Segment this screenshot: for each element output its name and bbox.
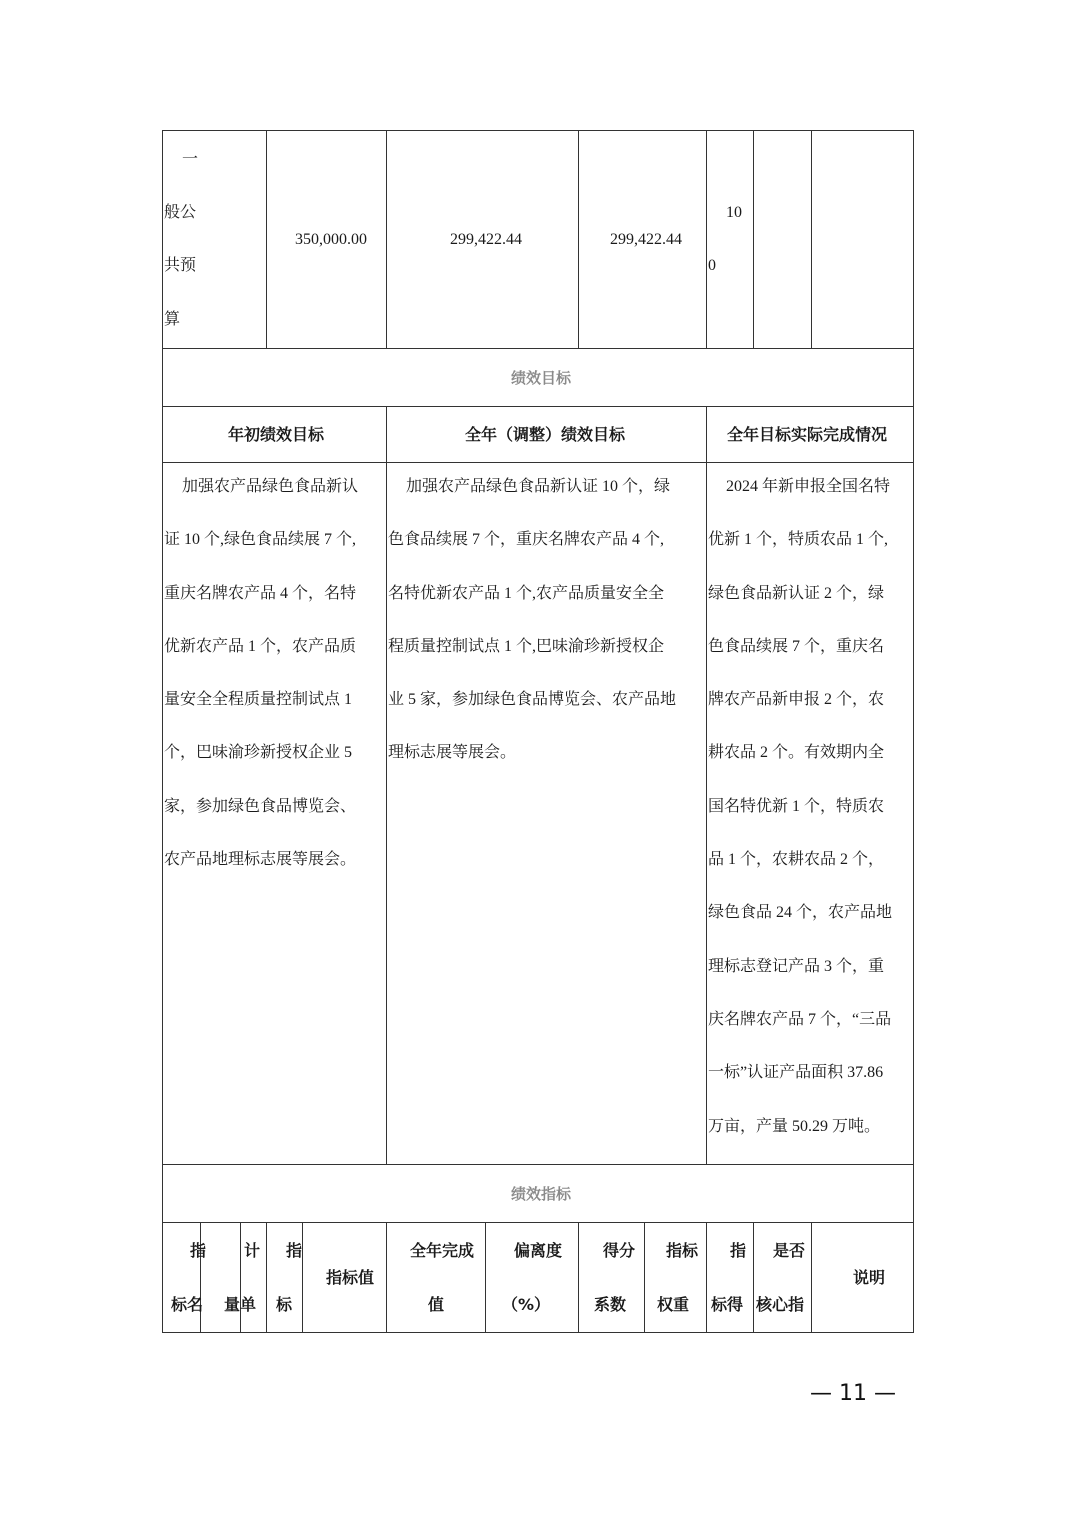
col-header-description: 说明 [853,1268,886,1287]
col-header-weight: 指标 [666,1241,699,1260]
text-line: 家，参加绿色食品博览会、 [164,797,357,815]
initial-goal-text [164,477,358,903]
row-divider-budget [162,348,914,349]
text-line: 理标志展等展会。 [388,744,517,762]
section-title-performance-indicators: 绩效指标 [511,1185,572,1203]
text-line: 绿色食品新认证 2 个，绿 [708,584,885,602]
col-line [706,406,707,1164]
col-line [386,1222,387,1332]
text-line: 色食品续展 7 个，重庆名 [708,637,885,655]
col-header-indicator-name: 标名 [171,1295,204,1314]
text-line: 优新农产品 1 个，农产品质 [164,637,357,655]
col-line [753,1222,754,1332]
col-line [302,1222,303,1332]
col-line [578,130,579,348]
text-line: 理标志登记产品 3 个，重 [708,957,885,975]
row-divider-goals-title [162,406,914,407]
text-line: 名特优新农产品 1 个,农产品质量安全全 [388,584,665,602]
col-header-score-coefficient: 系数 [594,1295,627,1314]
text-line: 品 1 个，农耕农品 2 个， [708,851,885,869]
col-line [240,1222,241,1332]
row-divider-goals-header [162,462,914,463]
col-header-indicator-score: 指 [730,1241,747,1260]
col-header-indicator-type: 指 [286,1241,303,1260]
adjusted-budget-value: 299,422.44 [450,231,522,248]
text-line: 程质量控制试点 1 个,巴味渝珍新授权企 [388,637,665,655]
text-line: 量安全全程质量控制试点 1 [164,691,353,709]
text-line: 优新 1 个，特质农品 1 个, [708,531,889,549]
text-line: 2024 年新申报全国名特 [726,478,891,495]
col-header-weight: 权重 [657,1295,690,1314]
text-line: 绿色食品 24 个，农产品地 [708,904,893,922]
col-header-annual-completion: 值 [428,1295,445,1314]
col-line [200,1222,201,1332]
execution-rate-line: 0 [708,257,716,274]
col-header-is-core: 核心指 [756,1295,805,1314]
text-line: 加强农产品绿色食品新认 [182,478,359,495]
col-header-deviation: （%） [502,1295,551,1314]
row-divider-indicators-title [162,1222,914,1223]
col-line [266,1222,267,1332]
header-initial-goal: 年初绩效目标 [228,425,325,444]
col-line [386,130,387,348]
text-line: 耕农品 2 个。有效期内全 [708,744,885,762]
table-border-bottom [162,1332,914,1333]
col-line [753,130,754,348]
header-actual-completion: 全年目标实际完成情况 [727,425,888,444]
section-title-performance-goals: 绩效目标 [511,369,572,387]
col-header-indicator-name: 指 [190,1241,207,1260]
actual-completion-text [708,477,892,1170]
col-line [644,1222,645,1332]
col-line [811,1222,812,1332]
col-line [485,1222,486,1332]
text-line: 色食品续展 7 个，重庆名牌农产品 4 个, [388,531,665,549]
col-line [578,1222,579,1332]
text-line: 加强农产品绿色食品新认证 10 个，绿 [406,478,671,495]
text-line: 牌农产品新申报 2 个，农 [708,691,885,709]
col-header-unit: 量单 [224,1295,257,1314]
fund-type-line: 般公 [164,204,197,221]
table-border-right [913,130,914,1333]
fund-type-line: 算 [164,311,181,328]
execution-rate-line: 10 [726,204,742,221]
text-line: 万亩，产量 50.29 万吨。 [708,1117,881,1135]
col-line [811,130,812,348]
fund-type-line: 共预 [164,257,197,274]
text-line: 业 5 家，参加绿色食品博览会、农产品地 [388,691,677,709]
actual-execution-value: 299,422.44 [610,231,682,248]
col-header-unit: 计 [244,1241,261,1260]
col-header-score-coefficient: 得分 [603,1241,636,1260]
text-line: 国名特优新 1 个，特质农 [708,797,885,815]
col-header-deviation: 偏离度 [514,1241,563,1260]
col-header-annual-completion: 全年完成 [410,1241,475,1260]
fund-type-line: 一 [182,151,199,168]
header-adjusted-goal: 全年（调整）绩效目标 [465,425,626,444]
col-line [706,130,707,348]
col-header-is-core: 是否 [773,1241,806,1260]
annual-budget-value: 350,000.00 [295,231,367,248]
col-header-indicator-score: 标得 [711,1295,744,1314]
col-line [266,130,267,348]
text-line: 庆名牌农产品 7 个，“三品 [708,1010,892,1028]
text-line: 个，巴味渝珍新授权企业 5 [164,744,353,762]
table-border-left [162,130,163,1333]
col-line [706,1222,707,1332]
text-line: 一标”认证产品面积 37.86 [708,1064,884,1082]
col-header-indicator-value: 指标值 [326,1268,375,1287]
adjusted-goal-text [388,477,676,797]
page-number: — 11 — [810,1381,896,1406]
text-line: 农产品地理标志展等展会。 [164,851,357,869]
text-line: 重庆名牌农产品 4 个，名特 [164,584,357,602]
text-line: 证 10 个,绿色食品续展 7 个, [164,531,357,549]
table-border-top [162,130,914,131]
col-header-indicator-type: 标 [276,1295,293,1314]
col-line [386,406,387,1164]
